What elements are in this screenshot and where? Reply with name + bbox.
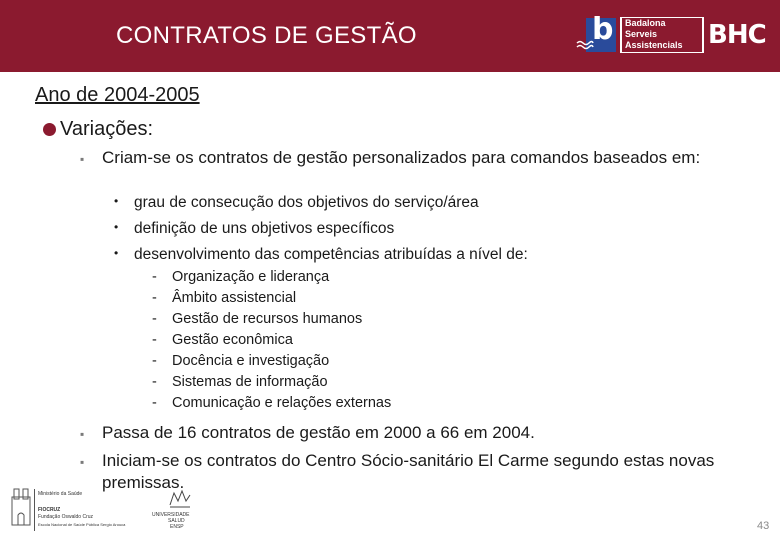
dash-bullet-icon: - — [152, 269, 157, 285]
square-bullet-icon: ▪ — [80, 427, 85, 441]
level1-text: Variações: — [60, 118, 154, 140]
competency-text: Sistemas de informação — [172, 374, 328, 390]
bhc-logo: BHC — [708, 20, 766, 50]
emblem-icon — [168, 487, 192, 509]
item-text: Iniciam-se os contratos do Centro Sócio-sanitário El Carme segundo estas novas premissas. — [102, 451, 715, 492]
sub-item-text: definição de uns objetivos específicos — [134, 220, 395, 237]
competency-text: Comunicação e relações externas — [172, 395, 392, 411]
item-text: Passa de 16 contratos de gestão em 2000 a 66 em 2004. — [102, 423, 535, 442]
castle-icon — [10, 487, 32, 527]
footer-text: Ministério da Saúde — [38, 491, 83, 497]
logo-text-line: Assistencials — [625, 40, 683, 50]
dash-bullet-icon: - — [152, 374, 157, 390]
sub-item-text: desenvolvimento das competências atribuídas a nível de: — [134, 246, 528, 263]
circle-bullet-icon — [43, 123, 56, 136]
page-number: 43 — [757, 520, 770, 532]
dot-bullet-icon: • — [114, 220, 119, 234]
waves-icon — [576, 40, 594, 50]
dash-bullet-icon: - — [152, 332, 157, 348]
dash-bullet-icon: - — [152, 353, 157, 369]
logo-text-line: Badalona — [625, 18, 666, 28]
fiocruz-logo — [10, 487, 130, 537]
competency-text: Gestão de recursos humanos — [172, 311, 363, 327]
dot-bullet-icon: • — [114, 194, 119, 208]
dash-bullet-icon: - — [152, 395, 157, 411]
section-title: Ano de 2004-2005 — [35, 84, 200, 106]
university-logo — [150, 487, 210, 537]
competency-text: Âmbito assistencial — [172, 290, 297, 306]
competency-text: Gestão econômica — [172, 332, 293, 348]
square-bullet-icon: ▪ — [80, 152, 85, 166]
dot-bullet-icon: • — [114, 246, 119, 260]
page-title: CONTRATOS DE GESTÃO — [116, 22, 417, 49]
badalona-serveis-logo — [620, 17, 704, 53]
footer-text: Escola Nacional de Saúde Pública Sergio Arouca — [38, 522, 126, 527]
header-bar — [0, 0, 780, 72]
footer-text: UNIVERSIDADE — [152, 512, 190, 518]
dash-bullet-icon: - — [152, 311, 157, 327]
logo-text-line: Serveis — [625, 29, 658, 39]
footer-text: SALUD — [168, 518, 185, 524]
competency-text: Organização e liderança — [172, 269, 330, 285]
footer-text: FIOCRUZ — [38, 507, 61, 513]
footer-text: Fundação Oswaldo Cruz — [38, 514, 94, 520]
item-text: Criam-se os contratos de gestão personalizados para comandos baseados em: — [102, 148, 701, 167]
square-bullet-icon: ▪ — [80, 455, 85, 469]
divider — [34, 489, 35, 531]
footer-text: ENSP — [170, 524, 184, 530]
sub-item-text: grau de consecução dos objetivos do serviço/área — [134, 194, 479, 211]
b-logo-letter: b — [592, 12, 614, 47]
dash-bullet-icon: - — [152, 290, 157, 306]
competency-text: Docência e investigação — [172, 353, 330, 369]
